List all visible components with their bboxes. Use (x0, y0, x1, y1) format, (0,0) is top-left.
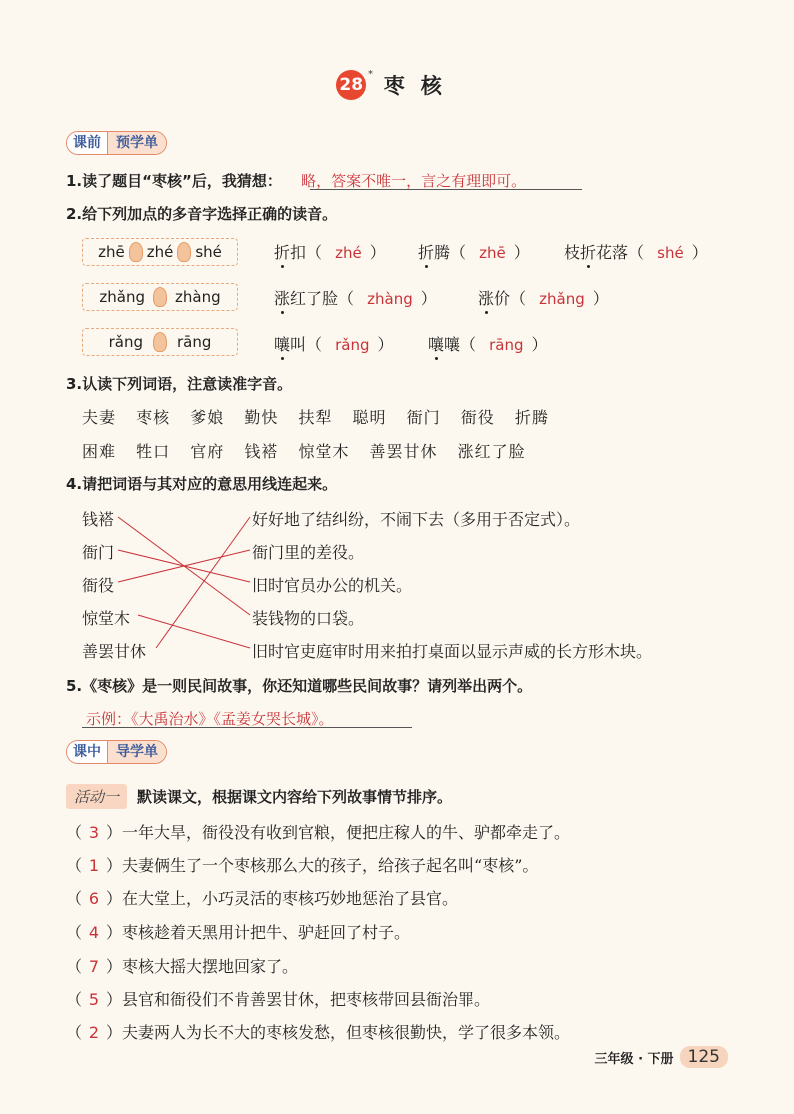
match-term: 惊堂木 (82, 609, 131, 628)
pinyin-answer: rāng (489, 336, 524, 354)
lesson-number-badge: 28 (336, 70, 366, 100)
item-text: 叫（ (290, 335, 323, 354)
question-4-label: 4.请把词语与其对应的意思用线连起来。 (66, 475, 338, 493)
sequence-number: 7 (88, 957, 100, 976)
sequence-item: （ 4 ）枣核趁着天黑用计把牛、驴赶回了村子。 (66, 923, 411, 942)
match-definition: 装钱物的口袋。 (252, 609, 365, 628)
sequence-text: 在大堂上，小巧灵活的枣核巧妙地惩治了县官。 (122, 889, 459, 908)
grade-label: 三年级 · 下册 (594, 1051, 674, 1067)
paren-close: ） (691, 243, 708, 262)
vocab-word: 衙役 (460, 408, 495, 427)
pinyin-option: zhàng (175, 288, 221, 306)
vocab-word: 衙门 (406, 408, 441, 427)
vocab-word: 涨红了脸 (457, 442, 526, 461)
dotted-char: 折 (274, 243, 291, 262)
item-text: 嚷（ (444, 335, 477, 354)
sequence-number: 6 (88, 889, 100, 908)
pinyin-option: rǎng (108, 333, 143, 351)
sequence-number: 5 (88, 990, 100, 1009)
vocab-word: 惊堂木 (298, 442, 350, 461)
sequence-text: 夫妻两人为长不大的枣核发愁，但枣核很勤快，学了很多本领。 (122, 1023, 571, 1042)
vocab-word: 夫妻 (82, 408, 117, 427)
vocab-word: 折腾 (514, 408, 549, 427)
section-tag-main: 课前 (67, 132, 108, 154)
paren-close: ） (513, 243, 530, 262)
item-text: 花落（ (596, 243, 645, 262)
match-definition: 旧时官员办公的机关。 (252, 576, 413, 595)
pinyin-answer: rǎng (335, 336, 370, 354)
sequence-text: 枣核趁着天黑用计把牛、驴赶回了村子。 (122, 923, 411, 942)
page-number: 125 (680, 1046, 728, 1068)
pinyin-option: zhē (98, 243, 125, 261)
paren-close: ） (369, 243, 386, 262)
pinyin-option: rāng (177, 333, 212, 351)
sequence-item: （ 6 ）在大堂上，小巧灵活的枣核巧妙地惩治了县官。 (66, 889, 459, 908)
pinyin-option: shé (195, 243, 222, 261)
sequence-item: （ 7 ）枣核大摇大摆地回家了。 (66, 957, 299, 976)
lesson-star: * (368, 70, 373, 80)
vocab-word: 钱褡 (244, 442, 279, 461)
sequence-number: 4 (88, 923, 100, 942)
sequence-number: 3 (88, 823, 100, 842)
match-term: 钱褡 (82, 510, 115, 529)
pinyin-answer: zhǎng (539, 290, 585, 308)
page-footer (595, 1046, 728, 1068)
sequence-text: 夫妻俩生了一个枣核那么大的孩子，给孩子起名叫“枣核”。 (122, 856, 539, 875)
paren-close: ） (377, 335, 394, 354)
lesson-title: 枣核 (383, 74, 458, 98)
section-tag-lesson (66, 740, 167, 764)
match-line (138, 615, 250, 648)
vocab-word: 官府 (190, 442, 225, 461)
section-tag-sub: 预学单 (108, 132, 166, 154)
match-definition: 衙门里的差役。 (252, 543, 365, 562)
vocab-word: 扶犁 (298, 408, 333, 427)
pinyin-answer: zhē (479, 244, 506, 262)
item-prefix: 枝 (564, 243, 581, 262)
dotted-char: 涨 (478, 289, 495, 308)
pinyin-option: zhé (146, 243, 174, 261)
vocab-word: 枣核 (136, 408, 171, 427)
item-text: 价（ (494, 289, 527, 308)
question-1-label: 1.读了题目“枣核”后，我猜想： (66, 172, 282, 190)
dotted-char: 嚷 (428, 335, 445, 354)
sequence-item: （ 5 ）县官和衙役们不肯善罢甘休，把枣核带回县衙治罪。 (66, 990, 491, 1009)
match-term: 衙役 (82, 576, 115, 595)
vocab-word: 爹娘 (190, 408, 225, 427)
activity-instruction: 默读课文，根据课文内容给下列故事情节排序。 (137, 788, 453, 806)
item-text: 红了脸（ (290, 289, 355, 308)
pinyin-option: zhǎng (99, 288, 145, 306)
match-term: 衙门 (82, 543, 115, 562)
pinyin-answer: zhàng (367, 290, 413, 308)
section-tag-sub: 导学单 (108, 741, 166, 763)
dotted-char: 涨 (274, 289, 291, 308)
sequence-text: 一年大旱，衙役没有收到官粮，便把庄稼人的牛、驴都牵走了。 (122, 823, 571, 842)
vocab-word: 困难 (82, 442, 117, 461)
question-2-label: 2.给下列加点的多音字选择正确的读音。 (66, 205, 338, 223)
section-tag-main: 课中 (67, 741, 108, 763)
sequence-text: 县官和衙役们不肯善罢甘休，把枣核带回县衙治罪。 (122, 990, 491, 1009)
question-5-label: 5.《枣核》是一则民间故事，你还知道哪些民间故事？请列举出两个。 (66, 677, 533, 695)
match-definition: 好好地了结纠纷，不闹下去（多用于否定式）。 (252, 510, 581, 529)
sequence-item: （ 3 ）一年大旱，衙役没有收到官粮，便把庄稼人的牛、驴都牵走了。 (66, 823, 571, 842)
question-1-answer: 略，答案不唯一，言之有理即可。 (301, 172, 527, 190)
vocab-word: 善罢甘休 (369, 442, 438, 461)
sequence-item: （ 2 ）夫妻两人为长不大的枣核发愁，但枣核很勤快，学了很多本领。 (66, 1023, 571, 1042)
item-text: 腾（ (434, 243, 467, 262)
dotted-char: 折 (418, 243, 435, 262)
sequence-text: 枣核大摇大摆地回家了。 (122, 957, 299, 976)
activity-tag: 活动一 (66, 784, 127, 809)
paren-close: ） (592, 289, 609, 308)
question-3-label: 3.认读下列词语，注意读准字音。 (66, 375, 293, 393)
activity-one (66, 784, 452, 809)
sequence-number: 2 (88, 1023, 100, 1042)
paren-close: ） (531, 335, 548, 354)
dotted-char: 折 (580, 243, 597, 262)
dotted-char: 嚷 (274, 335, 291, 354)
match-term: 善罢甘休 (82, 642, 147, 661)
match-definition: 旧时官吏庭审时用来拍打桌面以显示声威的长方形木块。 (252, 642, 653, 661)
match-line (156, 517, 250, 648)
vocab-word: 牲口 (136, 442, 171, 461)
vocab-word: 勤快 (244, 408, 279, 427)
sequence-number: 1 (88, 856, 100, 875)
item-text: 扣（ (290, 243, 323, 262)
vocab-word: 聪明 (352, 408, 387, 427)
pinyin-answer: zhé (335, 244, 362, 262)
question-5-answer: 示例：《大禹治水》《孟姜女哭长城》。 (86, 710, 334, 728)
paren-close: ） (420, 289, 437, 308)
sequence-item: （ 1 ）夫妻俩生了一个枣核那么大的孩子，给孩子起名叫“枣核”。 (66, 856, 539, 875)
answer-line (82, 727, 412, 728)
pinyin-answer: shé (657, 244, 684, 262)
